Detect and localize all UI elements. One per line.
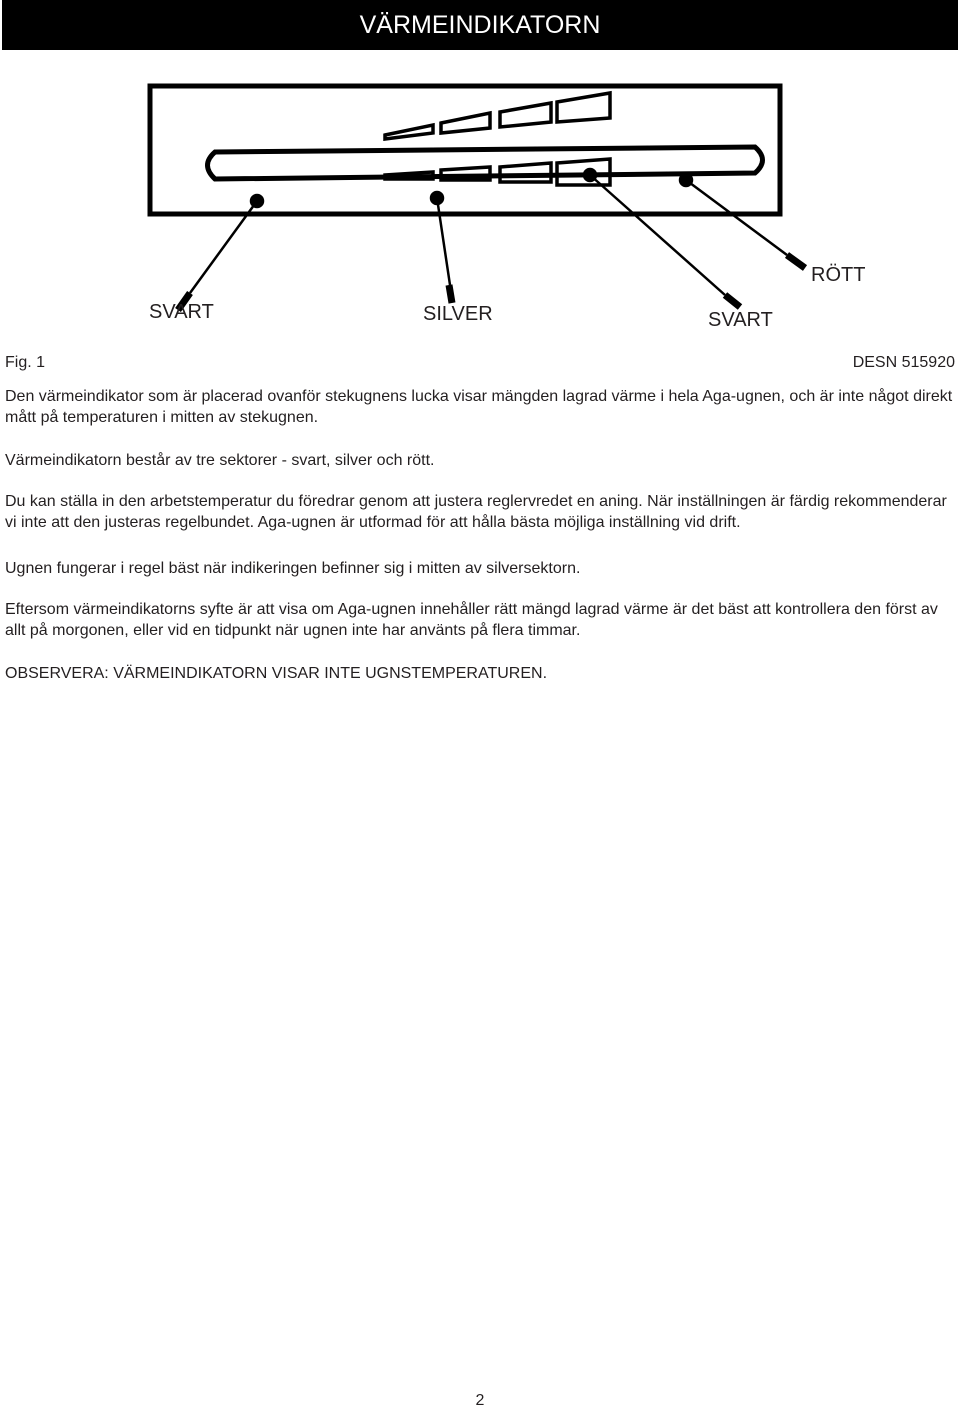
note: [5, 663, 955, 684]
paragraph-4: [5, 558, 955, 579]
figure-caption: Fig. 1: [5, 354, 46, 371]
leader-lines: [178, 169, 805, 310]
paragraph-3: [5, 491, 955, 533]
paragraph-text: Du kan ställa in den arbetstemperatur du föredrar genom att justera reglervredet en aning. När inställningen är färdig rekommenderar vi inte att den justeras regelbundet. Aga-ugnen är utformad för att hålla bästa möjliga inställning vid drift.: [5, 493, 947, 531]
label-svart-right: SVART: [708, 309, 773, 331]
lower-scale: [385, 159, 610, 185]
figure-reference: DESN 515920: [852, 354, 955, 371]
page-title: VÄRMEINDIKATORN: [359, 11, 601, 39]
page-number: 2: [475, 1392, 485, 1409]
heat-indicator-figure: [0, 55, 960, 355]
paragraph-text: Värmeindikatorn består av tre sektorer - svart, silver och rött.: [5, 452, 435, 469]
paragraph-text: Den värmeindikator som är placerad ovanför stekugnens lucka visar mängden lagrad värme i hela Aga-ugnen, och är inte något direkt mått på temperaturen i mitten av stekugnen.: [5, 388, 953, 426]
label-silver: SILVER: [423, 303, 493, 325]
paragraph-text: Ugnen fungerar i regel bäst när indikeringen befinner sig i mitten av silversektorn.: [5, 560, 581, 577]
paragraph-2: [5, 450, 955, 471]
note-text: OBSERVERA: VÄRMEINDIKATORN VISAR INTE UGNSTEMPERATUREN.: [5, 665, 548, 682]
paragraph-5: [5, 599, 955, 641]
upper-scale: [385, 93, 610, 139]
label-rott: RÖTT: [811, 264, 866, 286]
page-title-bar: [2, 0, 958, 50]
label-svart-left: SVART: [149, 301, 214, 323]
paragraph-text: Eftersom värmeindikatorns syfte är att visa om Aga-ugnen innehåller rätt mängd lagrad värme är det bäst att kontrollera den först av allt på morgonen, eller vid en tidpunkt när ugnen inte har använts på flera timmar.: [5, 601, 938, 639]
paragraph-1: [5, 386, 955, 428]
indicator-slot: [208, 147, 763, 179]
